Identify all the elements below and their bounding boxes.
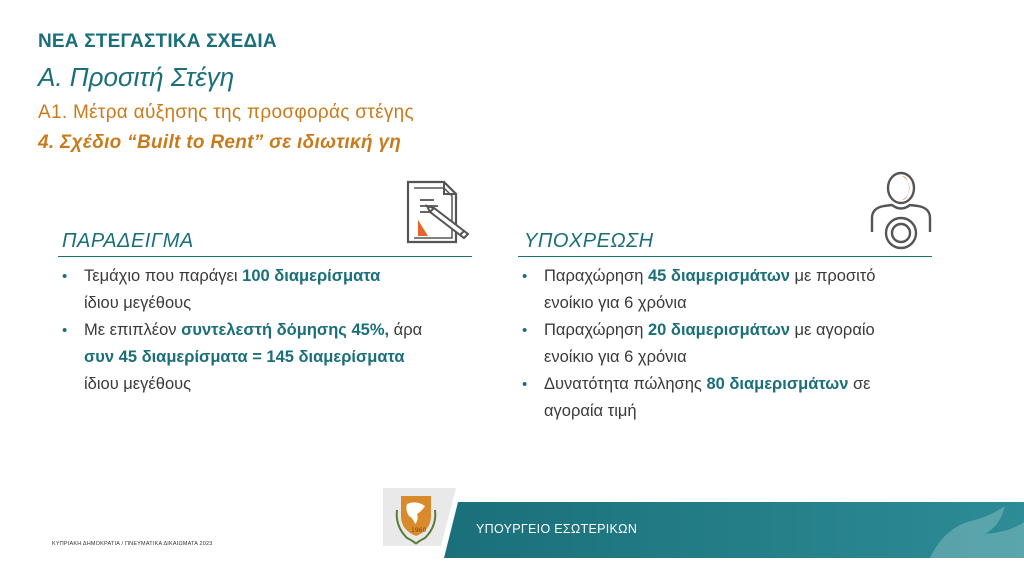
list-item: • Παραχώρηση 20 διαμερισμάτων με αγοραίο ενοίκιο για 6 χρόνια [518,317,958,371]
example-divider [58,256,472,257]
obligation-list [518,263,958,425]
list-item: • Με επιπλέον συντελεστή δόμησης 45%, άρα συν 45 διαμερίσματα = 145 διαμερίσματα ίδιου μεγέθους [58,317,478,398]
svg-text:1960: 1960 [411,527,427,534]
subsection-title: Α1. Μέτρα αύξησης της προσφοράς στέγης [38,102,415,123]
example-list [58,263,478,398]
cyprus-coat-of-arms-icon [391,490,441,546]
obligation-heading: ΥΠΟΧΡΕΩΣΗ [524,230,654,252]
section-kicker: ΝΕΑ ΣΤΕΓΑΣΤΙΚΑ ΣΧΕΔΙΑ [38,31,277,52]
person-icon [866,170,936,250]
list-item: • Τεμάχιο που παράγει 100 διαμερίσματα ίδιου μεγέθους [58,263,478,317]
document-pen-icon [400,178,474,248]
page-title: Α. Προσιτή Στέγη [38,62,235,92]
example-heading: ΠΑΡΑΔΕΙΓΜΑ [62,230,194,252]
copyright-note: ΚΥΠΡΙΑΚΗ ΔΗΜΟΚΡΑΤΙΑ / ΠΝΕΥΜΑΤΙΚΑ ΔΙΚΑΙΩΜΑΤΑ 2023 [52,541,213,547]
ministry-name: ΥΠΟΥΡΓΕΙΟ ΕΣΩΤΕΡΙΚΩΝ [476,522,638,536]
obligation-divider [518,256,932,257]
list-item: • Δυνατότητα πώλησης 80 διαμερισμάτων σε αγοραία τιμή [518,371,958,425]
list-item: • Παραχώρηση 45 διαμερισμάτων με προσιτό ενοίκιο για 6 χρόνια [518,263,958,317]
plan-title: 4. Σχέδιο “Built to Rent” σε ιδιωτική γη [38,132,402,153]
